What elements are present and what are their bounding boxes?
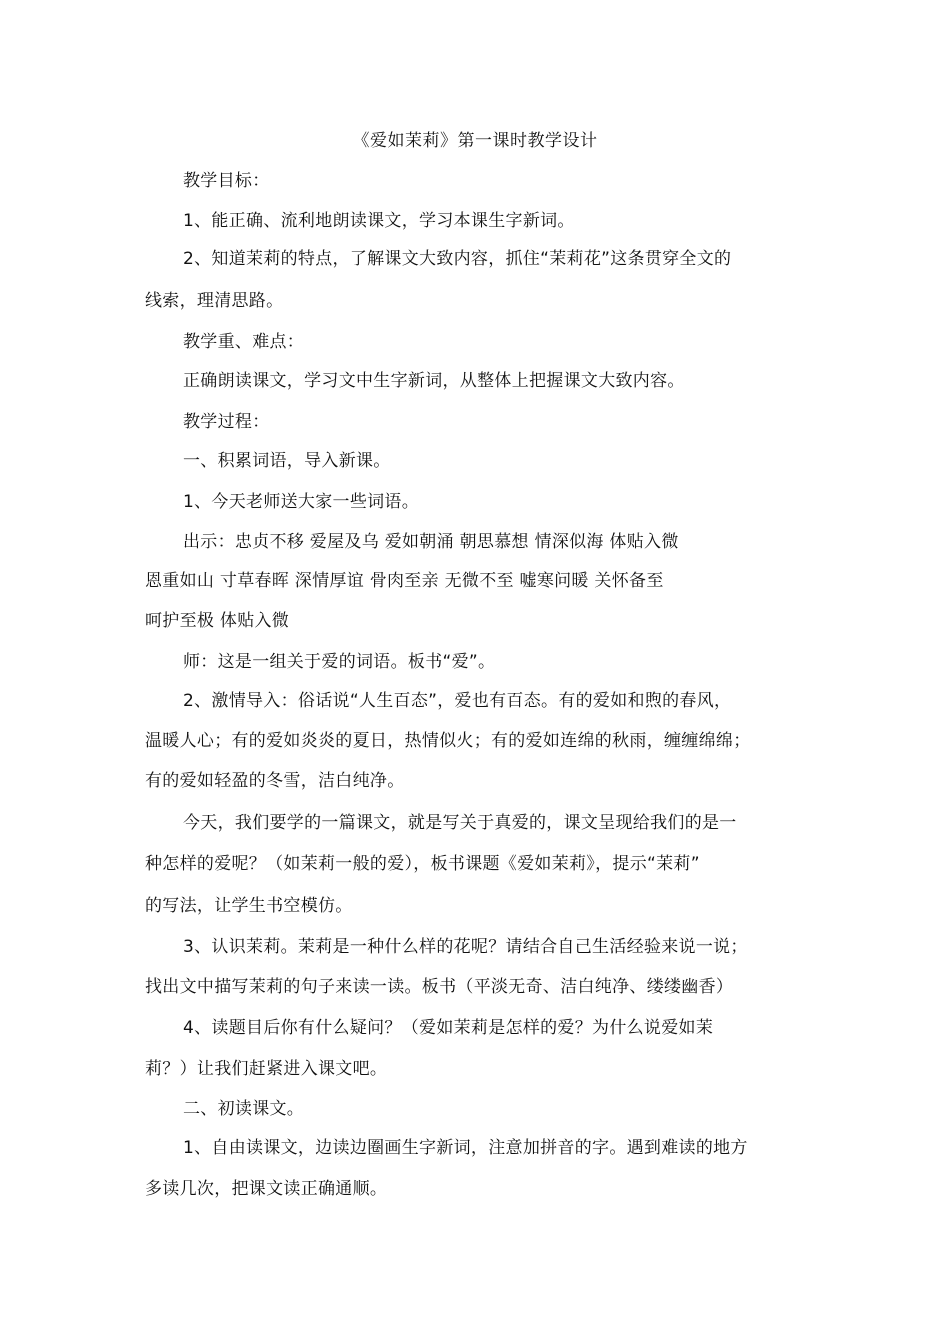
section-heading-key-points: 教学重、难点： [183,332,305,352]
paragraph-text: 莉？）让我们赶紧进入课文吧。 [145,1059,388,1079]
vocabulary-list-line: 恩重如山 寸草春晖 深情厚谊 骨肉至亲 无微不至 嘘寒问暖 关怀备至 [145,571,664,591]
document-title: 《爱如茉莉》第一课时教学设计 [352,131,598,151]
paragraph-text: 1、自由读课文，边读边圈画生字新词，注意加拼音的字。遇到难读的地方 [183,1138,748,1158]
paragraph-text: 种怎样的爱呢？（如茉莉一般的爱），板书课题《爱如茉莉》，提示“茉莉” [145,854,700,874]
step-one-heading: 一、积累词语，导入新课。 [183,451,391,471]
paragraph-text: 多读几次，把课文读正确通顺。 [145,1179,388,1199]
paragraph-text: 2、激情导入：俗话说“人生百态”，爱也有百态。有的爱如和煦的春风， [183,691,732,711]
paragraph-text: 有的爱如轻盈的冬雪，洁白纯净。 [145,771,405,791]
objective-1: 1、能正确、流利地朗读课文，学习本课生字新词。 [183,211,575,231]
step-two-heading: 二、初读课文。 [183,1099,305,1119]
section-heading-process: 教学过程： [183,412,270,432]
paragraph-text: 温暖人心；有的爱如炎炎的夏日，热情似火；有的爱如连绵的秋雨，缠缠绵绵； [145,731,751,751]
paragraph-text: 1、今天老师送大家一些词语。 [183,492,420,512]
paragraph-text: 今天，我们要学的一篇课文，就是写关于真爱的，课文呈现给我们的是一 [183,813,737,833]
section-heading-objectives: 教学目标： [183,171,270,191]
paragraph-text: 师：这是一组关于爱的词语。板书“爱”。 [183,652,496,672]
objective-2-continued: 线索，理清思路。 [145,291,284,311]
objective-2: 2、知道茉莉的特点，了解课文大致内容，抓住“茉莉花”这条贯穿全文的 [183,249,732,269]
vocabulary-list-line: 出示：忠贞不移 爱屋及乌 爱如朝涌 朝思慕想 情深似海 体贴入微 [183,532,679,552]
key-points-text: 正确朗读课文，学习文中生字新词，从整体上把握课文大致内容。 [183,371,685,391]
paragraph-text: 的写法，让学生书空模仿。 [145,896,353,916]
paragraph-text: 4、读题目后你有什么疑问？（爱如茉莉是怎样的爱？为什么说爱如茉 [183,1018,714,1038]
paragraph-text: 找出文中描写茉莉的句子来读一读。板书（平淡无奇、洁白纯净、缕缕幽香） [145,977,734,997]
paragraph-text: 3、认识茉莉。茉莉是一种什么样的花呢？请结合自己生活经验来说一说； [183,937,748,957]
vocabulary-list-line: 呵护至极 体贴入微 [145,611,290,631]
